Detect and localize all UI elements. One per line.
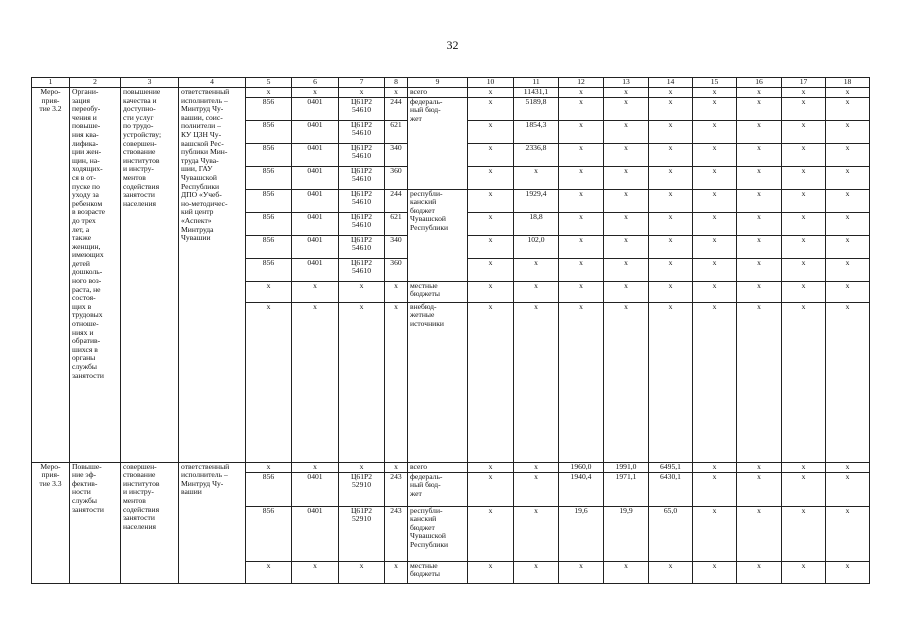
value-cell: x xyxy=(514,506,559,561)
code-cell: x xyxy=(292,462,339,472)
value-cell: x xyxy=(604,258,649,281)
value-cell: x xyxy=(782,189,826,212)
value-cell: x xyxy=(604,166,649,189)
header-row xyxy=(32,78,870,88)
executor: ответственный исполнитель – Минтруд Чу- вашии, соис- полнители – КУ ЦЗН Чу- вашской Рес- публики Мин- труда Чува- шии, ГАУ Чувашской Республики ДПО «Учеб- но-методичес- кий центр «Аспект» Минтруда Чувашии xyxy=(179,88,246,463)
funding-source: всего xyxy=(408,88,468,98)
code-cell: Ц61Р2 52910 xyxy=(339,506,385,561)
code-cell: Ц61Р2 54610 xyxy=(339,212,385,235)
measure-name: Повыше- ние эф- фектив- ности службы занятости xyxy=(70,462,121,583)
value-cell: x xyxy=(514,258,559,281)
value-cell: x xyxy=(559,561,604,583)
value-cell: x xyxy=(826,88,870,98)
value-cell: 1971,1 xyxy=(604,472,649,506)
code-cell: 0401 xyxy=(292,166,339,189)
code-cell: 621 xyxy=(385,120,408,143)
value-cell: x xyxy=(559,281,604,302)
value-cell: x xyxy=(559,189,604,212)
value-cell: x xyxy=(468,212,514,235)
value-cell: x xyxy=(693,166,737,189)
value-cell: x xyxy=(737,462,782,472)
column-number-header: 7 xyxy=(339,78,385,88)
value-cell: 65,0 xyxy=(649,506,693,561)
value-cell: x xyxy=(649,235,693,258)
code-cell: 243 xyxy=(385,506,408,561)
value-cell: x xyxy=(826,97,870,120)
value-cell: 19,9 xyxy=(604,506,649,561)
code-cell: 0401 xyxy=(292,235,339,258)
value-cell: x xyxy=(737,189,782,212)
value-cell: x xyxy=(649,120,693,143)
value-cell: x xyxy=(468,462,514,472)
column-number-header: 2 xyxy=(70,78,121,88)
code-cell: 360 xyxy=(385,166,408,189)
value-cell: 1991,0 xyxy=(604,462,649,472)
value-cell: x xyxy=(782,472,826,506)
value-cell: 2336,8 xyxy=(514,143,559,166)
value-cell: x xyxy=(782,88,826,98)
value-cell: x xyxy=(559,88,604,98)
value-cell: x xyxy=(559,235,604,258)
code-cell: x xyxy=(385,561,408,583)
code-cell: x xyxy=(246,302,292,462)
value-cell: x xyxy=(604,212,649,235)
code-cell: x xyxy=(339,561,385,583)
code-cell: Ц61Р2 54610 xyxy=(339,189,385,212)
value-cell: x xyxy=(782,258,826,281)
value-cell: x xyxy=(826,258,870,281)
value-cell: x xyxy=(782,281,826,302)
funding-source: всего xyxy=(408,462,468,472)
funding-source: местные бюджеты xyxy=(408,281,468,302)
code-cell: 243 xyxy=(385,472,408,506)
value-cell: x xyxy=(468,506,514,561)
code-cell: x xyxy=(385,88,408,98)
executor: ответственный исполнитель – Минтруд Чу- вашии xyxy=(179,462,246,583)
code-cell: 856 xyxy=(246,143,292,166)
value-cell: 19,6 xyxy=(559,506,604,561)
value-cell: x xyxy=(693,143,737,166)
code-cell: 340 xyxy=(385,235,408,258)
code-cell: 856 xyxy=(246,472,292,506)
value-cell: x xyxy=(514,281,559,302)
code-cell: Ц61Р2 54610 xyxy=(339,143,385,166)
code-cell: Ц61Р2 52910 xyxy=(339,472,385,506)
value-cell: 1929,4 xyxy=(514,189,559,212)
budget-table xyxy=(31,77,870,584)
value-cell: x xyxy=(693,120,737,143)
column-number-header: 5 xyxy=(246,78,292,88)
value-cell: x xyxy=(514,302,559,462)
value-cell: x xyxy=(604,235,649,258)
value-cell: x xyxy=(559,258,604,281)
value-cell: x xyxy=(693,462,737,472)
value-cell: x xyxy=(559,97,604,120)
code-cell: 0401 xyxy=(292,120,339,143)
column-number-header: 18 xyxy=(826,78,870,88)
value-cell: x xyxy=(737,235,782,258)
column-number-header: 1 xyxy=(32,78,70,88)
value-cell: x xyxy=(468,281,514,302)
funding-source: республи- канский бюджет Чувашской Республики xyxy=(408,189,468,281)
column-number-header: 16 xyxy=(737,78,782,88)
code-cell: 0401 xyxy=(292,189,339,212)
column-number-header: 11 xyxy=(514,78,559,88)
code-cell: 360 xyxy=(385,258,408,281)
value-cell: x xyxy=(826,166,870,189)
value-cell: x xyxy=(693,302,737,462)
value-cell: x xyxy=(693,88,737,98)
value-cell: x xyxy=(468,120,514,143)
code-cell: Ц61Р2 54610 xyxy=(339,120,385,143)
column-number-header: 4 xyxy=(179,78,246,88)
value-cell: x xyxy=(693,281,737,302)
code-cell: x xyxy=(246,561,292,583)
value-cell: x xyxy=(826,189,870,212)
value-cell: x xyxy=(737,97,782,120)
value-cell: 6495,1 xyxy=(649,462,693,472)
measure-number: Меро- прия- тие 3.3 xyxy=(32,462,70,583)
code-cell: 0401 xyxy=(292,258,339,281)
value-cell: x xyxy=(604,302,649,462)
value-cell: x xyxy=(514,561,559,583)
value-cell: x xyxy=(468,189,514,212)
value-cell: x xyxy=(559,143,604,166)
value-cell: x xyxy=(693,97,737,120)
value-cell: x xyxy=(468,143,514,166)
value-cell: x xyxy=(826,302,870,462)
value-cell: x xyxy=(737,143,782,166)
table-row xyxy=(32,88,870,98)
value-cell: x xyxy=(468,472,514,506)
funding-source: внебюд- жетные источники xyxy=(408,302,468,462)
code-cell: 621 xyxy=(385,212,408,235)
code-cell: 244 xyxy=(385,189,408,212)
value-cell: x xyxy=(514,472,559,506)
code-cell: x xyxy=(292,281,339,302)
value-cell: x xyxy=(514,462,559,472)
value-cell: 11431,1 xyxy=(514,88,559,98)
column-number-header: 9 xyxy=(408,78,468,88)
code-cell: 856 xyxy=(246,212,292,235)
column-number-header: 8 xyxy=(385,78,408,88)
column-number-header: 3 xyxy=(121,78,179,88)
funding-source: федераль- ный бюд- жет xyxy=(408,97,468,189)
value-cell: x xyxy=(737,212,782,235)
value-cell: x xyxy=(604,88,649,98)
column-number-header: 6 xyxy=(292,78,339,88)
value-cell: x xyxy=(693,472,737,506)
code-cell: 0401 xyxy=(292,143,339,166)
value-cell: 1940,4 xyxy=(559,472,604,506)
value-cell: x xyxy=(782,166,826,189)
value-cell: x xyxy=(468,302,514,462)
value-cell: x xyxy=(693,258,737,281)
value-cell: x xyxy=(782,302,826,462)
value-cell: 6430,1 xyxy=(649,472,693,506)
column-number-header: 13 xyxy=(604,78,649,88)
value-cell: x xyxy=(468,88,514,98)
code-cell: 0401 xyxy=(292,212,339,235)
value-cell: x xyxy=(826,143,870,166)
code-cell: x xyxy=(246,88,292,98)
measure-number: Меро- прия- тие 3.2 xyxy=(32,88,70,463)
value-cell: x xyxy=(649,561,693,583)
value-cell: 1854,3 xyxy=(514,120,559,143)
code-cell: 0401 xyxy=(292,97,339,120)
value-cell: x xyxy=(649,258,693,281)
value-cell: x xyxy=(737,506,782,561)
value-cell: x xyxy=(826,212,870,235)
value-cell: x xyxy=(737,88,782,98)
code-cell: 856 xyxy=(246,189,292,212)
code-cell: Ц61Р2 54610 xyxy=(339,258,385,281)
value-cell: x xyxy=(782,143,826,166)
column-number-header: 14 xyxy=(649,78,693,88)
value-cell: x xyxy=(468,166,514,189)
code-cell: x xyxy=(292,302,339,462)
value-cell: x xyxy=(604,189,649,212)
column-number-header: 17 xyxy=(782,78,826,88)
code-cell: Ц61Р2 54610 xyxy=(339,97,385,120)
value-cell: x xyxy=(737,302,782,462)
value-cell: x xyxy=(693,212,737,235)
value-cell: x xyxy=(649,281,693,302)
value-cell: x xyxy=(826,472,870,506)
value-cell: x xyxy=(604,120,649,143)
value-cell: x xyxy=(468,258,514,281)
value-cell: x xyxy=(737,166,782,189)
value-cell: x xyxy=(782,462,826,472)
value-cell: x xyxy=(782,212,826,235)
value-cell: x xyxy=(737,472,782,506)
value-cell: x xyxy=(559,120,604,143)
value-cell: x xyxy=(782,97,826,120)
value-cell: x xyxy=(649,166,693,189)
code-cell: 856 xyxy=(246,166,292,189)
code-cell: x xyxy=(292,561,339,583)
table-row xyxy=(32,462,870,472)
measure-goal: повышение качества и доступно- сти услуг по трудо- устройству; совершен- ствование институтов и инстру- ментов содействия занятости населения xyxy=(121,88,179,463)
code-cell: 856 xyxy=(246,258,292,281)
value-cell: 102,0 xyxy=(514,235,559,258)
value-cell: x xyxy=(693,561,737,583)
value-cell: x xyxy=(604,281,649,302)
code-cell: 0401 xyxy=(292,506,339,561)
code-cell: 856 xyxy=(246,235,292,258)
code-cell: x xyxy=(246,462,292,472)
code-cell: x xyxy=(339,302,385,462)
code-cell: 340 xyxy=(385,143,408,166)
column-number-header: 10 xyxy=(468,78,514,88)
value-cell: x xyxy=(826,462,870,472)
value-cell: x xyxy=(649,302,693,462)
value-cell: x xyxy=(737,120,782,143)
value-cell: x xyxy=(737,258,782,281)
value-cell: x xyxy=(649,143,693,166)
code-cell: x xyxy=(339,462,385,472)
value-cell: x xyxy=(737,561,782,583)
value-cell: x xyxy=(604,143,649,166)
value-cell: x xyxy=(782,506,826,561)
value-cell: x xyxy=(826,506,870,561)
page-number: 32 xyxy=(446,38,459,52)
value-cell: x xyxy=(604,97,649,120)
code-cell: Ц61Р2 54610 xyxy=(339,235,385,258)
code-cell: x xyxy=(385,302,408,462)
value-cell: x xyxy=(826,281,870,302)
value-cell: x xyxy=(604,561,649,583)
value-cell: x xyxy=(737,281,782,302)
code-cell: x xyxy=(385,281,408,302)
code-cell: 0401 xyxy=(292,472,339,506)
value-cell: 18,8 xyxy=(514,212,559,235)
funding-source: республи- канский бюджет Чувашской Республики xyxy=(408,506,468,561)
value-cell: 5189,8 xyxy=(514,97,559,120)
value-cell: x xyxy=(559,302,604,462)
value-cell: x xyxy=(514,166,559,189)
measure-goal: совершен- ствование институтов и инстру- ментов содействия занятости населения xyxy=(121,462,179,583)
value-cell: x xyxy=(782,561,826,583)
code-cell: 856 xyxy=(246,97,292,120)
value-cell: x xyxy=(468,97,514,120)
measure-name: Органи- зация переобу- чения и повыше- ния ква- лифика- ции жен- щин, на- ходящих- ся в от- пуске по уходу за ребенком в возрасте до трех лет, а также женщин, имеющих детей дошколь- ного воз- раста, не состоя- щих в трудовых отноше- ниях и обратив- шихся в органы службы занятости xyxy=(70,88,121,463)
value-cell: x xyxy=(826,235,870,258)
column-number-header: 12 xyxy=(559,78,604,88)
value-cell: x xyxy=(649,88,693,98)
value-cell: x xyxy=(468,561,514,583)
value-cell: x xyxy=(649,97,693,120)
code-cell: Ц61Р2 54610 xyxy=(339,166,385,189)
value-cell: x xyxy=(782,120,826,143)
funding-source: федераль- ный бюд- жет xyxy=(408,472,468,506)
column-number-header: 15 xyxy=(693,78,737,88)
code-cell: x xyxy=(385,462,408,472)
code-cell: 856 xyxy=(246,120,292,143)
value-cell: x xyxy=(559,166,604,189)
code-cell: x xyxy=(246,281,292,302)
value-cell: x xyxy=(649,189,693,212)
value-cell: x xyxy=(693,235,737,258)
value-cell: x xyxy=(693,506,737,561)
value-cell: x xyxy=(782,235,826,258)
value-cell: x xyxy=(649,212,693,235)
code-cell: x xyxy=(339,88,385,98)
value-cell: x xyxy=(826,120,870,143)
value-cell: x xyxy=(826,561,870,583)
code-cell: x xyxy=(292,88,339,98)
code-cell: 856 xyxy=(246,506,292,561)
value-cell: 1960,0 xyxy=(559,462,604,472)
value-cell: x xyxy=(559,212,604,235)
value-cell: x xyxy=(468,235,514,258)
value-cell: x xyxy=(693,189,737,212)
code-cell: x xyxy=(339,281,385,302)
code-cell: 244 xyxy=(385,97,408,120)
funding-source: местные бюджеты xyxy=(408,561,468,583)
